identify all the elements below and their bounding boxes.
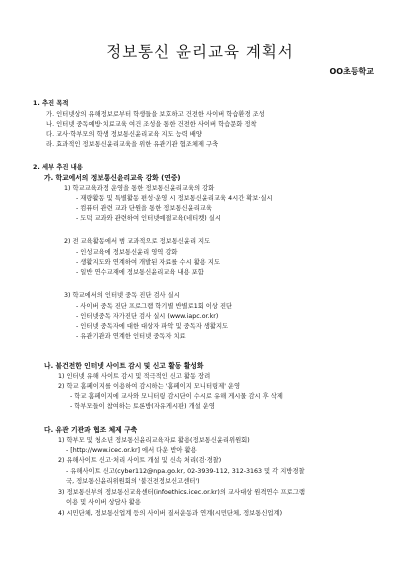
list-item: - 생활지도와 연계하여 개발된 자료를 수시 활용 지도 xyxy=(76,259,221,266)
list-item: - [http://www.icec.or.kr] 에서 다운 받아 활용 xyxy=(66,447,197,454)
list-item: - 일반 연수교재에 정보통신윤리교육 내용 포함 xyxy=(76,269,204,276)
list-item: 4) 시민단체, 정보통신업계 등의 사이버 질서운동과 연계(시민단체, 정보통신업계) xyxy=(58,510,283,517)
list-item: - 인터넷중독 자가진단 검사 실시 (www.iapc.or.kr) xyxy=(76,313,219,320)
subsection-heading-da: 다. 유관 기관과 협조 체제 구축 xyxy=(44,426,138,434)
list-item: 1) 학부모 및 청소년 정보통신윤리교육자료 활용(정보통신윤리위원회) xyxy=(58,437,250,444)
list-item: 이용 및 사이버 상담사 활용 xyxy=(66,499,141,506)
section-heading-details: 2. 세부 추진 내용 xyxy=(33,164,83,171)
list-item: 2) 유해사이트 신고·처리 사이트 개설 및 신속 처리(검·경찰) xyxy=(58,457,222,464)
list-item: - 유관기관과 연계한 인터넷 중독자 치료 xyxy=(76,333,186,340)
list-item: - 학부모들이 참여하는 토론방(자유게시판) 개설 운영 xyxy=(70,403,215,410)
subsection-heading-ga: 가. 학교에서의 정보통신윤리교육 강화 (연중) xyxy=(44,174,181,182)
list-item: 3) 정보통신부의 정보통신교육센터(infoethics.icec.or.kr)의 교사대상 원격연수 프로그램 xyxy=(58,489,305,496)
list-item: 국, 정보통신윤리위원회의 '불건전정보신고센터') xyxy=(66,478,200,485)
list-item: - 학교 홈페이지에 교사와 모니터링 감시단이 수시로 유해 게시물 감시 후 삭제 xyxy=(70,393,283,400)
purpose-item: 가. 인터넷상의 유해정보로부터 학생들을 보호하고 건전한 사이버 학습환경 조성 xyxy=(46,111,265,118)
list-item: - 사이버 중독 진단 프로그램 학기별 반별로1회 이상 진단 xyxy=(76,303,233,310)
list-item: - 인터넷 중독자에 대한 대상자 파악 및 중독자 생활지도 xyxy=(76,323,229,330)
list-item: 1) 인터넷 유해 사이트 감시 및 적극적인 신고 활동 장려 xyxy=(58,373,211,380)
list-item: - 유해사이트 신고(cyber112@npa.go.kr, 02-3939-112, 312-3163 및 각 지방경찰 xyxy=(66,468,305,475)
section-heading-purpose: 1. 추진 목적 xyxy=(33,100,69,107)
purpose-item: 나. 인터넷 중독예방·치료교육 여건 조성을 통한 건전한 사이버 학습문화 정착 xyxy=(46,121,257,128)
purpose-item: 다. 교사·학부모의 학생 정보통신윤리교육 지도 능력 배양 xyxy=(46,131,202,138)
list-item: - 도덕 교과와 관련하여 인터넷예절교육(네티켓) 실시 xyxy=(76,215,221,222)
school-name: OO초등학교 xyxy=(329,67,374,76)
item-title: 1) 학교교육과정 운영을 통한 정보통신윤리교육의 강화 xyxy=(64,185,215,192)
list-item: - 인성교육에 정보통신윤리 영역 강화 xyxy=(76,249,178,256)
item-title: 3) 학교에서의 인터넷 중독 진단 검사 실시 xyxy=(64,292,180,299)
list-item: 2) 학교 홈페이지를 이용하여 감시하는 '홈페이지 모니터링제' 운영 xyxy=(58,383,241,390)
document-title: 정보통신 윤리교육 계획서 xyxy=(106,43,294,61)
list-item: - 재량활동 및 특별활동 편성·운영 시 정보통신윤리교육 4시간 확보·실시 xyxy=(76,195,273,202)
purpose-item: 라. 효과적인 정보통신윤리교육을 위한 유관기관 협조체제 구축 xyxy=(46,141,219,148)
list-item: - 컴퓨터 관련 교과 단원을 통한 정보통신윤리교육 xyxy=(76,205,212,212)
item-title: 2) 전 교육활동에서 범 교과적으로 정보통신윤리 지도 xyxy=(64,238,211,245)
subsection-heading-na: 나. 불건전한 인터넷 사이트 감시 및 신고 활동 활성화 xyxy=(44,362,204,370)
